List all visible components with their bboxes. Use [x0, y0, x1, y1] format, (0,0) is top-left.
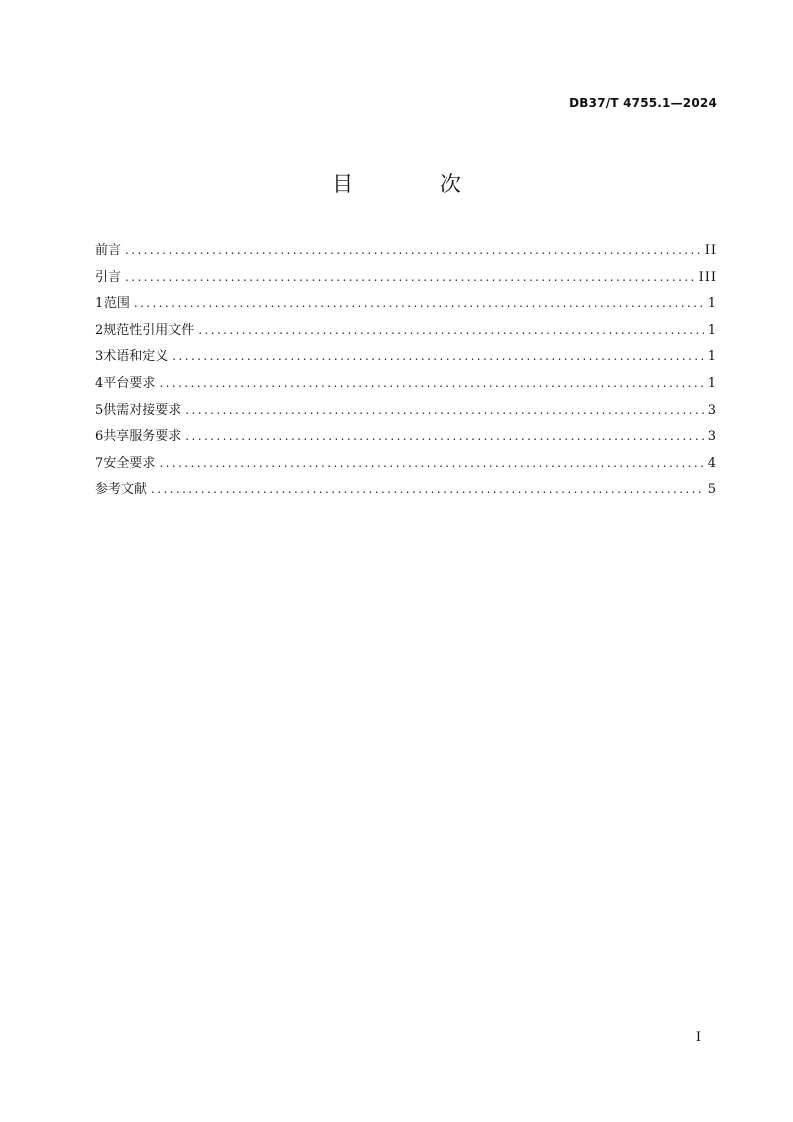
table-of-contents: [95, 240, 717, 506]
toc-entry-label: 安全要求: [103, 455, 156, 471]
toc-entry-terms-definitions[interactable]: [95, 346, 717, 373]
toc-entry-supply-demand-requirements[interactable]: [95, 400, 717, 427]
toc-entry-normative-references[interactable]: [95, 320, 717, 347]
toc-entry-scope[interactable]: [95, 293, 717, 320]
dot-leader: [185, 426, 703, 446]
toc-entry-page: 1: [707, 296, 717, 312]
dot-leader: [198, 320, 703, 340]
toc-entry-label: 供需对接要求: [103, 402, 182, 418]
page-number: I: [695, 1030, 701, 1045]
toc-entry-number: 4: [95, 375, 104, 391]
document-code: DB37/T 4755.1—2024: [569, 96, 717, 110]
toc-entry-label: 共享服务要求: [103, 429, 182, 445]
toc-entry-number: 6: [95, 429, 104, 445]
toc-entry-page: 1: [707, 349, 717, 365]
toc-entry-foreword[interactable]: [95, 240, 717, 267]
toc-entry-page: 4: [707, 455, 717, 471]
dot-leader: [159, 373, 703, 393]
dot-leader: [159, 453, 703, 473]
toc-entry-security-requirements[interactable]: [95, 453, 717, 480]
toc-entry-label: 范围: [103, 296, 130, 312]
toc-entry-introduction[interactable]: [95, 267, 717, 294]
toc-entry-number: 1: [95, 296, 104, 312]
toc-entry-number: 7: [95, 455, 104, 471]
toc-entry-page: 3: [707, 402, 717, 418]
dot-leader: [151, 479, 704, 499]
toc-entry-number: 5: [95, 402, 104, 418]
dot-leader: [125, 240, 701, 260]
toc-entry-page: 1: [707, 375, 717, 391]
dot-leader: [172, 346, 703, 366]
toc-entry-label: 平台要求: [103, 375, 156, 391]
toc-entry-label: 前言: [95, 243, 122, 258]
toc-entry-bibliography[interactable]: [95, 479, 717, 506]
toc-entry-page: 3: [707, 429, 717, 445]
dot-leader: [134, 293, 704, 313]
toc-entry-page: 1: [707, 322, 717, 338]
toc-title: 目 次: [332, 172, 501, 196]
toc-entry-page: 5: [707, 482, 717, 498]
toc-entry-number: 3: [95, 349, 104, 365]
toc-entry-page: III: [698, 269, 717, 285]
toc-entry-page: II: [704, 243, 717, 258]
dot-leader: [185, 400, 703, 420]
toc-entry-platform-requirements[interactable]: [95, 373, 717, 400]
dot-leader: [125, 267, 695, 287]
toc-entry-label: 规范性引用文件: [103, 322, 195, 338]
toc-entry-label: 参考文献: [95, 482, 148, 498]
toc-entry-label: 引言: [95, 269, 122, 285]
toc-entry-label: 术语和定义: [103, 349, 169, 365]
toc-entry-number: 2: [95, 322, 104, 338]
toc-entry-shared-service-requirements[interactable]: [95, 426, 717, 453]
